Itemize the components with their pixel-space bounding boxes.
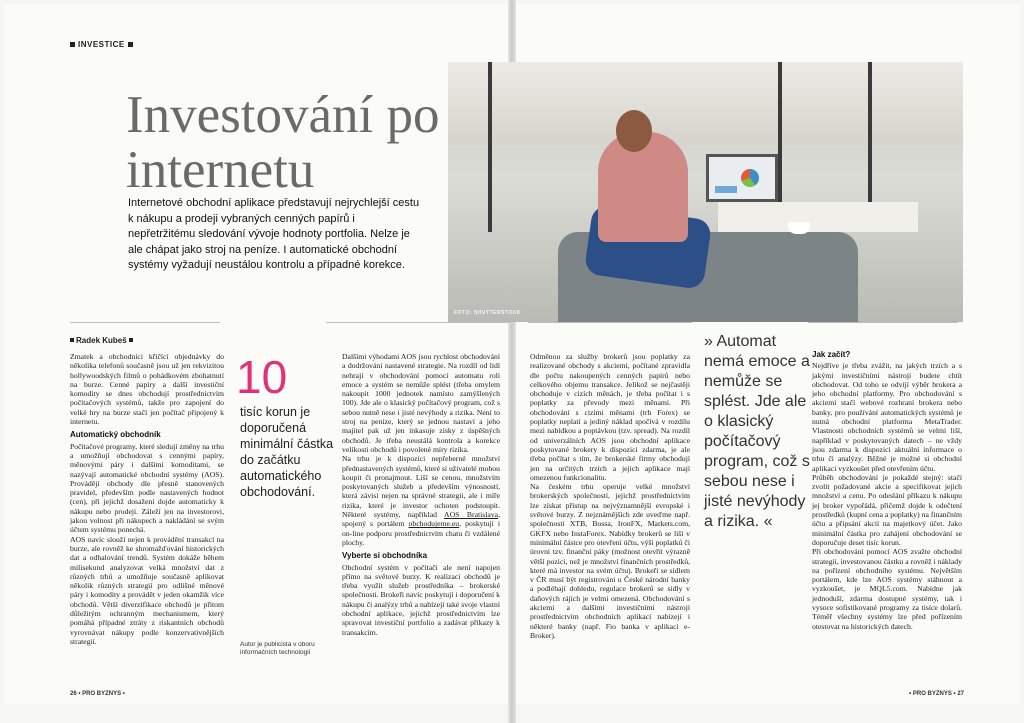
stat-number: 10 [236,351,288,403]
subheading: Vyberte si obchodníka [342,551,428,561]
text-run: Na trhu je k dispozici nepřeberné množství přednastavených systémů, které si uživatelé mohou koupit či pronajmout. Liší se cenou, množstvím poskytovaných služeb a především výnosností, která závisí nejen na správné strategii, ale i míře rizika, které je investor ochoten podstoupit. Některé systémy, například [342,454,500,520]
square-bullet-icon [129,338,133,342]
photo-laptop [706,154,778,202]
author-note: Autor je publicista v oboru informačních technologií [240,641,315,656]
body-paragraph: Počítačové programy, které sledují změny na trhu a umožňují obchodovat s cennými papíry, měnovými páry i dalšími komoditami, se nazývají automatické obchodní systémy (AOS). Provádějí obchody dle přesně stanovených pravidel, především podle nastavených hodnot (cen), při jejichž dosažení dojde automaticky k nákupu nebo prodeji. Záleží jen na investorovi, jakou volnost při nákupech a nakládání se svým účtem systému ponechá. [70,441,224,535]
photo-window-background [448,62,963,142]
body-paragraph: Dalšími výhodami AOS jsou rychlost obchodování a dodržování nastavené strategie. Na rozdíl od lidí nehrají v obchodování pomocí automatu roli emoce a systém se nemůže splést (třeba omylem nakoupit 1000 jednotek namísto zamýšlených 100). Jde ale o klasický počítačový program, což s sebou nutně nese i jisté nevýhody a rizika. Není to stroj na peníze, který se jednou nastaví a jeho majitel pak už jen inkasuje zisky z úspěšných obchodů. Je třeba neustálá kontrola a korekce velikosti obchodů i povolené míry rizika. [342,352,500,454]
divider [326,322,510,323]
body-paragraph: Odměnou za služby brokerů jsou poplatky za realizované obchody s akciemi, počítané zpravidla dle počtu nakoupených cenných papírů nebo celkového objemu transakce. Jelikož se nejčastěji obchoduje v cizích měnách, je třeba počítat i s poplatky za převody mezi měnami. Při obchodování s cizími měnami (trh Forex) se poplatky neplatí a jediný náklad spočívá v rozdílu mezi nabídkou a poptávkou (tzv. spread). Na rozdíl od univerzálních AOS jsou obchodní aplikace poskytované brokery k dispozici zdarma, je ale třeba počítat s tím, že brokerské firmy obchodují jen na určitých trzích a jejich aplikace mají omezenou funkcionalitu. [530,352,690,482]
folio-right: • PRO BYZNYS • 27 [909,691,964,697]
folio-left: 26 • PRO BYZNYS • [70,691,125,697]
stat-caption: tisíc korun je doporučená minimální částka do začátku automatického obchodování. [240,405,334,499]
article-lead: Internetové obchodní aplikace představují nejrychlejší cestu k nákupu a prodeji vybraných cenných papírů i nepřetržitému sledování vývoje hodnoty portfolia. Nelze je ale chápat jako stroj na peníze. I automatické obchodní systémy vyžadují neustálou kontrolu a případné korekce. [128,197,420,271]
section-tag [70,40,136,49]
body-paragraph: Nejdříve je třeba zvážit, na jakých trzích a s jakými investičními nástroji budete chtít obchodovat. Od toho se odvíjí výběr brokera a jeho obchodní platformy. Pro obchodování s akciemi stačí webové rozhraní brokera nebo banky, pro používání automatických systémů je nutná obchodní platforma MetaTrader. Vlastnosti obchodních systémů se velmi liší, například v poskytovaných datech – ne vždy jsou zdarma k dispozici aktuální informace o trhu či analýzy. Běžné je možné si obchodní aplikaci vyzkoušet před otevřením účtu. [812,361,962,473]
square-bullet-icon [128,42,133,47]
text-run: , poskytují i on-line podporu prostřednictvím chatu či vzdálené plochy. [342,519,501,547]
author-name: Radek Kubeš [76,336,127,345]
bar-chart-icon [715,179,737,193]
divider [70,322,220,323]
aos-bratislava-link[interactable]: AOS Bratislava [444,510,499,520]
photo-coffee-cup [788,222,810,234]
text-column-2 [342,352,500,637]
subheading: Jak začít? [812,350,851,359]
text-run: , spojený s portálem [342,510,501,529]
divider [528,322,692,323]
text-column-4 [812,350,962,631]
text-column-3 [530,352,690,640]
section-label: INVESTICE [78,40,125,49]
body-paragraph: AOS navíc slouží nejen k provádění transakcí na burze, ale rovněž ke shromažďování historických dat a odhalování trendů. Systém dokáže během milisekund analyzovat velká množství dat z různých trhů a umožňuje současně aplikovat několik různých strategií pro odlišné měnové páry i komodity a provádět v jeden okamžik více obchodů. Větší diverzifikace obchodů je přitom důležitým ochranným mechanismem, který pomáhá případné ztráty z riskantních obchodů vyrovnávat nákupy podle konzervativnějších strategií. [70,534,224,646]
pull-quote: » Automat nemá emoce a nemůže se splést. Jde ale o klasický počítačový program, což s sebou nese i jisté nevýhody a rizika. « [704,333,810,530]
photo-window-post [488,62,492,232]
body-paragraph [342,454,500,547]
body-paragraph: Na českém trhu operuje velké množství brokerských společností, jejichž prostředníctvím lze získat přístup na nejvýznamnější evropské i světové burzy. Z nejznámějších zde uveďme např. společnosti XTB, Bossa, IronFX, Markets.com, GKFX nebo InstaForex. Nabídky brokerů se liší v minimální částce pro otevření účtu, výši poplatků či úrovni tzv. finanční páky (možnost otevřít výrazně větší pozici, než je množství finančních prostředků, které má investor na svém účtu). Brokeři se sídlem v ČR musí být registrováni u České národní banky a podléhají dohledu, regulace brokerů se sídly v daňových rájích je velmi omezená. Obchodování s akciemi a dalšími investičními nástroji prostřednictvím obchodních aplikací nabízejí i některé banky (např. Fio banka v aplikaci e-Broker). [530,482,690,640]
text-column-1 [70,352,224,646]
body-paragraph: Průběh obchodování je pokaždé stejný: stačí zvolit požadované akcie a specifikovat jejich množství a cenu. Po odeslání příkazu k nákupu jej broker vypořádá, přičemž dojde k odečtení prostředků (kupní cena a poplatky) na finančním účtu a připsání akcií na majetkový účet. Jako minimální částka pro zahájení obchodování se doporučuje deset tisíc korun. [812,472,962,547]
byline [70,336,135,345]
divider [808,322,958,323]
intro-paragraph: Zmatek a obchodníci křičící objednávky do několika telefonů současně jsou už jen rekvizitou hollywoodských filmů o pohádkovém zbohatnutí na burze. Cenné papíry a další investiční komodity se dnes obchodují prostřednictvím počítačových systémů, takže pro zapojení do velké hry na burze stačí jen počítač připojený k internetu. [70,352,224,427]
square-bullet-icon [70,42,75,47]
obchodujeme-link[interactable]: obchodujeme.eu [408,519,460,529]
body-paragraph: Obchodní systém v počítači ale není napojen přímo na světové burzy. K realizaci obchodů je třeba využít služeb prostředníka – brokerské společnosti. Brokeři navíc poskytují i doporučení k nákupu či analýzy trhů a nabízejí také svoje vlastní obchodní aplikace, jejichž prostřednictvím lze spravovat investiční portfolio a zadávat příkazy k transakcím. [342,562,500,637]
subheading: Automatický obchodník [70,430,161,440]
photo-table [718,202,918,232]
photo-person-head [616,110,652,152]
article-headline: Investování po internetu [126,86,440,199]
pie-chart-icon [741,169,759,187]
photo-credit: FOTO: SHUTTERSTOCK [454,310,521,316]
body-paragraph: Při obchodování pomocí AOS zvažte obchodní strategii, investovanou částku a rovněž i náklady na pořízení obchodního systému. Největším portálem, kde lze AOS systémy stáhnout a vyzkoušet, je MQL5.com. Nabídne jak jednoduší, zdarma dostupné systémy, tak i vysoce sofistikované programy za tisíce dolarů. Téměř všechny systémy lze před pořízením otestovat na historických datech. [812,547,962,631]
article-photo [448,62,963,322]
square-bullet-icon [70,338,74,342]
